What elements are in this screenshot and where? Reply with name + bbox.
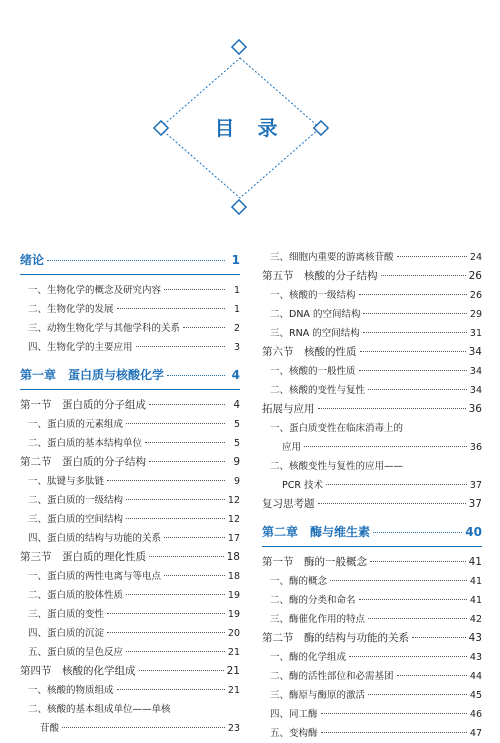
toc-section-entry[interactable] xyxy=(262,629,482,648)
dot-leader xyxy=(318,503,466,504)
toc-entry-page: 44 xyxy=(469,671,482,682)
toc-right-column xyxy=(262,248,482,743)
toc-entry-page: 17 xyxy=(227,533,240,544)
toc-entry-page: 41 xyxy=(469,576,482,587)
diamond-top-icon xyxy=(232,40,246,54)
dot-leader xyxy=(304,446,467,447)
dot-leader xyxy=(359,294,467,295)
toc-entry-page: 31 xyxy=(469,328,482,339)
toc-item-entry[interactable] xyxy=(20,281,240,300)
dot-leader xyxy=(167,375,225,376)
toc-item-entry[interactable] xyxy=(20,300,240,319)
dot-leader xyxy=(326,484,467,485)
toc-entry-page: 37 xyxy=(468,498,482,510)
dot-leader xyxy=(117,308,225,309)
toc-entry-page: 5 xyxy=(233,419,240,430)
dot-leader xyxy=(145,442,225,443)
dot-leader xyxy=(359,370,467,371)
dot-leader xyxy=(363,332,467,333)
toc-entry-page: 21 xyxy=(226,665,240,677)
toc-entry-page: 37 xyxy=(469,480,482,491)
toc-entry-title: 第六节 核酸的性质 xyxy=(262,346,357,358)
dot-leader xyxy=(370,561,466,562)
toc-item-entry[interactable] xyxy=(262,419,482,438)
toc-entry-title: 二、酶的活性部位和必需基团 xyxy=(270,671,394,682)
toc-entry-page: 36 xyxy=(469,442,482,453)
toc-entry-title: 一、蛋白质的两性电离与等电点 xyxy=(28,571,162,582)
toc-item-entry[interactable] xyxy=(262,591,482,610)
toc-item-entry[interactable] xyxy=(262,667,482,686)
toc-item-entry[interactable] xyxy=(20,510,240,529)
toc-entry-title: 二、蛋白质的基本结构单位 xyxy=(28,438,143,449)
toc-item-entry[interactable] xyxy=(20,338,240,357)
toc-entry-page: 9 xyxy=(233,456,240,468)
dot-leader xyxy=(368,618,467,619)
toc-entry-title: 绪论 xyxy=(20,253,45,267)
toc-entry-title: 一、肽键与多肽链 xyxy=(28,476,105,487)
toc-item-entry[interactable] xyxy=(20,529,240,548)
toc-entry-page: 4 xyxy=(233,399,240,411)
toc-entry-title: 二、核酸的变性与复性 xyxy=(270,385,366,396)
toc-entry-page: 43 xyxy=(469,652,482,663)
toc-entry-title: 第二章 酶与维生素 xyxy=(262,525,371,539)
toc-entry-title: 应用 xyxy=(282,442,302,453)
toc-entry-page: 21 xyxy=(227,685,240,696)
toc-item-entry[interactable] xyxy=(262,476,482,495)
toc-entry-title: 二、核酸的基本组成单位——单核 xyxy=(28,704,171,715)
toc-item-entry[interactable] xyxy=(262,572,482,591)
dot-leader xyxy=(359,599,467,600)
toc-entry-page: 24 xyxy=(469,252,482,263)
toc-item-entry[interactable] xyxy=(262,648,482,667)
dot-leader xyxy=(412,637,466,638)
dot-leader xyxy=(139,670,224,671)
toc-entry-title: 第三节 蛋白质的理化性质 xyxy=(20,551,146,563)
toc-entry-title: 苷酸 xyxy=(40,723,60,734)
toc-entry-page: 19 xyxy=(227,609,240,620)
toc-entry-title: 三、细胞内重要的游离核苷酸 xyxy=(270,252,394,263)
toc-item-entry[interactable] xyxy=(262,686,482,705)
diamond-bottom-icon xyxy=(232,200,246,214)
toc-entry-title: 四、同工酶 xyxy=(270,709,318,720)
toc-entry-page: 34 xyxy=(469,366,482,377)
toc-item-entry[interactable] xyxy=(20,434,240,453)
toc-entry-title: 一、酶的化学组成 xyxy=(270,652,347,663)
dot-leader xyxy=(164,575,225,576)
toc-entry-title: 二、蛋白质的胶体性质 xyxy=(28,590,124,601)
toc-entry-page: 23 xyxy=(227,723,240,734)
toc-section-entry[interactable] xyxy=(262,495,482,514)
toc-item-entry[interactable] xyxy=(262,324,482,343)
toc-entry-page: 34 xyxy=(468,346,482,358)
toc-entry-title: 三、酶原与酶原的激活 xyxy=(270,690,366,701)
toc-section-entry[interactable] xyxy=(262,343,482,362)
chapter-rule xyxy=(20,274,240,275)
toc-item-entry[interactable] xyxy=(262,248,482,267)
toc-entry-page: 3 xyxy=(233,342,240,353)
toc-entry-title: 四、生物化学的主要应用 xyxy=(28,342,133,353)
toc-item-entry[interactable] xyxy=(20,586,240,605)
dot-leader xyxy=(149,556,224,557)
toc-entry-page: 5 xyxy=(233,438,240,449)
toc-entry-title: 二、酶的分类和命名 xyxy=(270,595,356,606)
dot-leader xyxy=(136,346,225,347)
toc-chapter-entry[interactable] xyxy=(262,520,482,544)
toc-entry-page: 46 xyxy=(469,709,482,720)
toc-entry-page: 45 xyxy=(469,690,482,701)
dot-leader xyxy=(321,732,467,733)
toc-item-entry[interactable] xyxy=(20,700,240,719)
toc-entry-page: 18 xyxy=(226,551,240,563)
toc-entry-page: 40 xyxy=(465,525,482,539)
toc-entry-title: 四、蛋白质的沉淀 xyxy=(28,628,105,639)
toc-entry-title: 复习思考题 xyxy=(262,498,315,510)
toc-entry-title: 一、蛋白质变性在临床消毒上的 xyxy=(270,423,404,434)
toc-entry-page: 36 xyxy=(468,403,482,415)
toc-item-entry[interactable] xyxy=(20,567,240,586)
toc-entry-page: 20 xyxy=(227,628,240,639)
toc-entry-title: 一、酶的概念 xyxy=(270,576,328,587)
toc-item-entry[interactable] xyxy=(20,472,240,491)
dot-leader xyxy=(360,351,466,352)
toc-section-entry[interactable] xyxy=(20,548,240,567)
toc-entry-title: 第五节 核酸的分子结构 xyxy=(262,270,378,282)
toc-entry-title: 二、生物化学的发展 xyxy=(28,304,114,315)
toc-entry-page: 42 xyxy=(469,614,482,625)
toc-entry-page: 12 xyxy=(227,514,240,525)
toc-item-entry[interactable] xyxy=(262,381,482,400)
toc-section-entry[interactable] xyxy=(262,553,482,572)
toc-entry-page: 9 xyxy=(233,476,240,487)
dot-leader xyxy=(368,694,467,695)
dot-leader xyxy=(62,727,225,728)
toc-entry-title: 三、酶催化作用的特点 xyxy=(270,614,366,625)
dot-leader xyxy=(321,713,467,714)
toc-entry-title: 第一节 酶的一般概念 xyxy=(262,556,367,568)
dot-leader xyxy=(126,518,225,519)
dot-leader xyxy=(349,656,467,657)
toc-entry-page: 29 xyxy=(469,309,482,320)
toc-section-entry[interactable] xyxy=(20,396,240,415)
toc-entry-page: 47 xyxy=(469,728,482,739)
toc-entry-title: 五、变构酶 xyxy=(270,728,318,739)
toc-left-column xyxy=(20,248,240,738)
chapter-rule xyxy=(262,546,482,547)
dot-leader xyxy=(107,613,225,614)
dot-leader xyxy=(126,651,225,652)
toc-section-entry[interactable] xyxy=(20,662,240,681)
dot-leader xyxy=(183,327,225,328)
toc-entry-page: 41 xyxy=(469,595,482,606)
toc-item-entry[interactable] xyxy=(20,415,240,434)
toc-entry-title: 四、蛋白质的结构与功能的关系 xyxy=(28,533,162,544)
toc-item-entry[interactable] xyxy=(20,491,240,510)
toc-entry-page: 34 xyxy=(469,385,482,396)
toc-entry-title: 第二节 蛋白质的分子结构 xyxy=(20,456,146,468)
toc-entry-title: 第一章 蛋白质与核酸化学 xyxy=(20,368,165,382)
toc-entry-title: 拓展与应用 xyxy=(262,403,315,415)
toc-item-entry[interactable] xyxy=(262,610,482,629)
toc-item-entry[interactable] xyxy=(20,643,240,662)
toc-entry-title: 第一节 蛋白质的分子组成 xyxy=(20,399,146,411)
toc-entry-page: 12 xyxy=(227,495,240,506)
toc-item-entry[interactable] xyxy=(20,719,240,738)
toc-entry-page: 26 xyxy=(468,270,482,282)
toc-chapter-entry[interactable] xyxy=(20,248,240,272)
dot-leader xyxy=(126,499,225,500)
toc-entry-page: 21 xyxy=(227,647,240,658)
dot-leader xyxy=(117,689,225,690)
dot-leader xyxy=(397,256,467,257)
toc-entry-title: 一、核酸的物质组成 xyxy=(28,685,114,696)
toc-entry-title: 三、RNA 的空间结构 xyxy=(270,328,360,339)
toc-entry-page: 1 xyxy=(233,304,240,315)
toc-item-entry[interactable] xyxy=(262,362,482,381)
toc-entry-page: 1 xyxy=(231,253,240,267)
toc-entry-page: 2 xyxy=(233,323,240,334)
dot-leader xyxy=(107,632,225,633)
dot-leader xyxy=(381,275,466,276)
toc-entry-title: 三、蛋白质的变性 xyxy=(28,609,105,620)
toc-item-entry[interactable] xyxy=(20,624,240,643)
diamond-left-icon xyxy=(154,121,168,135)
toc-entry-title: 三、蛋白质的空间结构 xyxy=(28,514,124,525)
toc-entry-title: 二、蛋白质的一级结构 xyxy=(28,495,124,506)
toc-item-entry[interactable] xyxy=(262,724,482,743)
toc-item-entry[interactable] xyxy=(262,438,482,457)
toc-entry-title: 一、生物化学的概念及研究内容 xyxy=(28,285,162,296)
page-title: 目 录 xyxy=(214,116,286,140)
dot-leader xyxy=(164,537,225,538)
toc-entry-page: 1 xyxy=(233,285,240,296)
toc-item-entry[interactable] xyxy=(262,286,482,305)
toc-item-entry[interactable] xyxy=(20,681,240,700)
toc-item-entry[interactable] xyxy=(262,305,482,324)
toc-item-entry[interactable] xyxy=(262,705,482,724)
toc-entry-title: 一、核酸的一般性质 xyxy=(270,366,356,377)
toc-entry-page: 43 xyxy=(468,632,482,644)
toc-entry-title: 二、核酸变性与复性的应用—— xyxy=(270,461,404,472)
dot-leader xyxy=(368,389,467,390)
toc-section-entry[interactable] xyxy=(262,267,482,286)
toc-entry-title: 二、DNA 的空间结构 xyxy=(270,309,361,320)
toc-entry-page: 41 xyxy=(468,556,482,568)
toc-entry-title: 一、核酸的一级结构 xyxy=(270,290,356,301)
dot-leader xyxy=(149,404,225,405)
toc-entry-title: 第四节 核酸的化学组成 xyxy=(20,665,136,677)
toc-item-entry[interactable] xyxy=(20,319,240,338)
dot-leader xyxy=(126,423,225,424)
toc-entry-page: 18 xyxy=(227,571,240,582)
toc-entry-title: 五、蛋白质的呈色反应 xyxy=(28,647,124,658)
dot-leader xyxy=(363,313,466,314)
toc-chapter-entry[interactable] xyxy=(20,363,240,387)
toc-entry-page: 26 xyxy=(469,290,482,301)
toc-section-entry[interactable] xyxy=(20,453,240,472)
dot-leader xyxy=(107,480,225,481)
toc-item-entry[interactable] xyxy=(262,457,482,476)
dot-leader xyxy=(318,408,466,409)
dot-leader xyxy=(373,532,462,533)
toc-item-entry[interactable] xyxy=(20,605,240,624)
toc-section-entry[interactable] xyxy=(262,400,482,419)
toc-entry-page: 4 xyxy=(231,368,240,382)
toc-entry-title: PCR 技术 xyxy=(282,480,323,491)
toc-entry-page: 19 xyxy=(227,590,240,601)
toc-entry-title: 三、动物生物化学与其他学科的关系 xyxy=(28,323,181,334)
diamond-right-icon xyxy=(314,121,328,135)
dot-leader xyxy=(164,289,225,290)
chapter-rule xyxy=(20,389,240,390)
dot-leader xyxy=(330,580,467,581)
dot-leader xyxy=(397,675,467,676)
dot-leader xyxy=(149,461,225,462)
toc-entry-title: 第二节 酶的结构与功能的关系 xyxy=(262,632,409,644)
toc-entry-title: 一、蛋白质的元素组成 xyxy=(28,419,124,430)
dot-leader xyxy=(126,594,225,595)
dot-leader xyxy=(47,260,225,261)
